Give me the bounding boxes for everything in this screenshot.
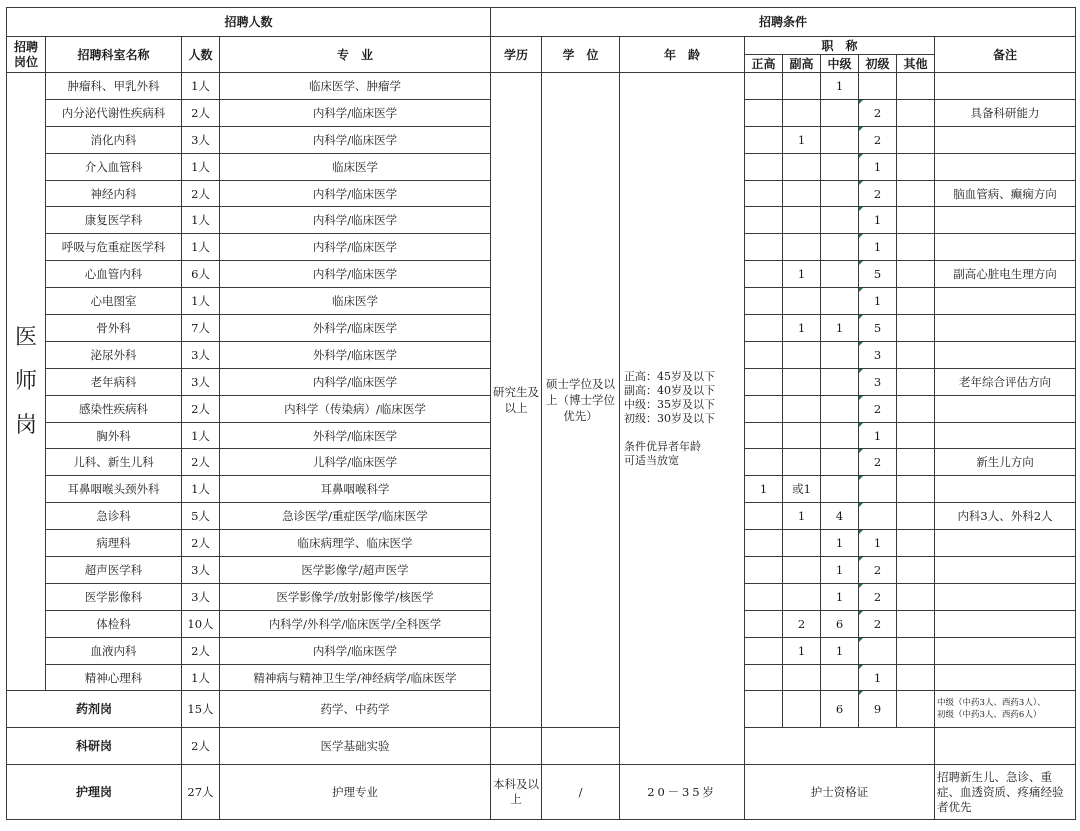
major-cell: 内科学/临床医学 <box>220 99 491 126</box>
major-cell: 急诊医学/重症医学/临床医学 <box>220 503 491 530</box>
remark-cell <box>935 664 1076 691</box>
header-age: 年 龄 <box>620 37 745 73</box>
title-zg-cell <box>745 126 783 153</box>
title-zg-cell <box>745 207 783 234</box>
num-cell: 10人 <box>182 610 220 637</box>
title-qt-cell <box>897 476 935 503</box>
age-line: 副高：40岁及以下 <box>624 383 716 397</box>
title-cj-cell <box>859 637 897 664</box>
title-zj-cell: 4 <box>821 503 859 530</box>
title-fg-cell: 2 <box>783 610 821 637</box>
title-fg-cell <box>783 73 821 100</box>
title-fg-cell <box>783 288 821 315</box>
title-qt-cell <box>897 557 935 584</box>
title-cj-cell: 2 <box>859 449 897 476</box>
num-cell: 1人 <box>182 234 220 261</box>
title-cj-cell: 2 <box>859 126 897 153</box>
title-zg-cell <box>745 153 783 180</box>
num-cell: 2人 <box>182 637 220 664</box>
major-cell: 医学影像学/超声医学 <box>220 557 491 584</box>
header-title-chuji: 初级 <box>859 55 897 73</box>
remark-research <box>935 728 1076 765</box>
remark-cell <box>935 395 1076 422</box>
title-fg-cell <box>783 99 821 126</box>
dept-cell: 病理科 <box>46 530 182 557</box>
title-zg-cell <box>745 341 783 368</box>
title-qt-cell <box>897 126 935 153</box>
title-fg-cell: 1 <box>783 261 821 288</box>
header-dept: 招聘科室名称 <box>46 37 182 73</box>
title-cj-cell: 2 <box>859 395 897 422</box>
major-cell: 内科学/临床医学 <box>220 207 491 234</box>
major-cell: 临床医学 <box>220 153 491 180</box>
title-zj-cell: 6 <box>821 691 859 728</box>
title-zg-cell <box>745 637 783 664</box>
dept-cell: 体检科 <box>46 610 182 637</box>
num-cell: 2人 <box>182 395 220 422</box>
remark-pharmacy <box>935 691 1076 728</box>
remark-cell: 老年综合评估方向 <box>935 368 1076 395</box>
header-title-zhongji: 中级 <box>821 55 859 73</box>
remark-cell <box>935 126 1076 153</box>
num-cell: 6人 <box>182 261 220 288</box>
title-cj-cell: 9 <box>859 691 897 728</box>
title-fg-cell <box>783 207 821 234</box>
position-doctor: 医师岗 <box>7 73 46 691</box>
num-cell: 2人 <box>182 99 220 126</box>
dept-cell: 泌尿外科 <box>46 341 182 368</box>
remark-cell <box>935 557 1076 584</box>
remark-cell <box>935 73 1076 100</box>
age-line <box>624 426 742 440</box>
title-zj-cell: 1 <box>821 530 859 557</box>
dept-cell: 血液内科 <box>46 637 182 664</box>
remark-cell: 新生儿方向 <box>935 449 1076 476</box>
dept-cell: 康复医学科 <box>46 207 182 234</box>
age-line: 正高：45岁及以下 <box>624 369 716 383</box>
remark-cell <box>935 288 1076 315</box>
header-title-zhenggao: 正高 <box>745 55 783 73</box>
dept-cell: 呼吸与危重症医学科 <box>46 234 182 261</box>
position-pharmacy: 药剂岗 <box>7 691 182 728</box>
num-cell: 3人 <box>182 583 220 610</box>
title-qt-cell <box>897 637 935 664</box>
title-qt-cell <box>897 449 935 476</box>
title-cj-cell <box>859 503 897 530</box>
title-fg-cell <box>783 422 821 449</box>
remark-cell <box>935 341 1076 368</box>
major-cell: 精神病与精神卫生学/神经病学/临床医学 <box>220 664 491 691</box>
title-cj-cell: 1 <box>859 422 897 449</box>
title-cj-cell <box>859 476 897 503</box>
major-cell: 内科学/临床医学 <box>220 126 491 153</box>
title-fg-cell <box>783 664 821 691</box>
title-cj-cell: 5 <box>859 315 897 342</box>
dept-cell: 急诊科 <box>46 503 182 530</box>
title-qt-cell <box>897 73 935 100</box>
title-zg-cell <box>745 368 783 395</box>
title-fg-cell <box>783 691 821 728</box>
header-num: 人数 <box>182 37 220 73</box>
dept-cell: 消化内科 <box>46 126 182 153</box>
title-qt-cell <box>897 180 935 207</box>
title-cj-cell: 3 <box>859 368 897 395</box>
title-qt-cell <box>897 691 935 728</box>
title-qt-cell <box>897 261 935 288</box>
num-cell: 2人 <box>182 180 220 207</box>
age-nursing: 20－35岁 <box>620 765 745 820</box>
num-cell: 5人 <box>182 503 220 530</box>
num-cell: 1人 <box>182 664 220 691</box>
remark-cell <box>935 234 1076 261</box>
title-zj-cell: 6 <box>821 610 859 637</box>
title-fg-cell <box>783 341 821 368</box>
title-qt-cell <box>897 99 935 126</box>
title-cj-cell: 2 <box>859 557 897 584</box>
age-line: 条件优异者年龄 <box>624 439 702 453</box>
remark-nursing: 招聘新生儿、急诊、重症、血透资质、疼痛经验者优先 <box>935 765 1076 820</box>
title-cj-cell: 1 <box>859 664 897 691</box>
remark-cell <box>935 207 1076 234</box>
major-cell: 医学基础实验 <box>220 728 491 765</box>
dept-cell: 医学影像科 <box>46 583 182 610</box>
title-cj-cell: 3 <box>859 341 897 368</box>
title-cj-cell: 5 <box>859 261 897 288</box>
dept-cell: 心血管内科 <box>46 261 182 288</box>
title-zj-cell <box>821 476 859 503</box>
title-zg-cell <box>745 395 783 422</box>
title-zj-cell: 1 <box>821 557 859 584</box>
title-zj-cell <box>821 422 859 449</box>
title-zg-cell <box>745 288 783 315</box>
major-cell: 医学影像学/放射影像学/核医学 <box>220 583 491 610</box>
title-cj-cell: 2 <box>859 99 897 126</box>
title-nursing: 护士资格证 <box>745 765 935 820</box>
header-recruit-count: 招聘人数 <box>7 8 491 37</box>
title-zj-cell: 1 <box>821 73 859 100</box>
dept-cell: 超声医学科 <box>46 557 182 584</box>
dept-cell: 耳鼻咽喉头颈外科 <box>46 476 182 503</box>
title-qt-cell <box>897 583 935 610</box>
title-fg-cell <box>783 234 821 261</box>
title-zj-cell <box>821 341 859 368</box>
dept-cell: 神经内科 <box>46 180 182 207</box>
title-zg-cell: 1 <box>745 476 783 503</box>
title-qt-cell <box>897 341 935 368</box>
title-qt-cell <box>897 422 935 449</box>
table-row <box>7 73 1076 100</box>
title-zj-cell: 1 <box>821 315 859 342</box>
remark-cell: 脑血管病、癫痫方向 <box>935 180 1076 207</box>
age-line: 可适当放宽 <box>624 453 680 467</box>
num-cell: 1人 <box>182 288 220 315</box>
title-fg-cell: 1 <box>783 315 821 342</box>
num-cell: 3人 <box>182 341 220 368</box>
title-zj-cell <box>821 664 859 691</box>
num-cell: 7人 <box>182 315 220 342</box>
title-zj-cell: 1 <box>821 637 859 664</box>
dept-cell: 骨外科 <box>46 315 182 342</box>
remark-cell <box>935 153 1076 180</box>
title-fg-cell <box>783 153 821 180</box>
dept-cell: 老年病科 <box>46 368 182 395</box>
title-cj-cell: 1 <box>859 530 897 557</box>
remark-cell <box>935 530 1076 557</box>
title-cj-cell: 1 <box>859 288 897 315</box>
major-cell: 外科学/临床医学 <box>220 341 491 368</box>
remark-line: 初级（中药3人、西药6人） <box>937 710 1042 721</box>
major-cell: 内科学（传染病）/临床医学 <box>220 395 491 422</box>
title-zg-cell <box>745 99 783 126</box>
title-zg-cell <box>745 610 783 637</box>
title-zg-cell <box>745 73 783 100</box>
remark-cell <box>935 610 1076 637</box>
education-nursing: 本科及以上 <box>491 765 542 820</box>
major-cell: 耳鼻咽喉科学 <box>220 476 491 503</box>
title-qt-cell <box>897 610 935 637</box>
title-zg-cell <box>745 180 783 207</box>
num-cell: 2人 <box>182 728 220 765</box>
header-recruit-conditions: 招聘条件 <box>491 8 1076 37</box>
dept-cell: 内分泌代谢性疾病科 <box>46 99 182 126</box>
num-cell: 1人 <box>182 73 220 100</box>
title-cj-cell: 1 <box>859 234 897 261</box>
title-zj-cell <box>821 153 859 180</box>
major-cell: 临床医学、肿瘤学 <box>220 73 491 100</box>
title-qt-cell <box>897 234 935 261</box>
remark-cell <box>935 422 1076 449</box>
title-cj-cell: 1 <box>859 153 897 180</box>
major-cell: 内科学/外科学/临床医学/全科医学 <box>220 610 491 637</box>
dept-cell: 介入血管科 <box>46 153 182 180</box>
major-cell: 护理专业 <box>220 765 491 820</box>
num-cell: 3人 <box>182 368 220 395</box>
major-cell: 内科学/临床医学 <box>220 180 491 207</box>
education-doctor: 研究生及以上 <box>491 73 542 728</box>
major-cell: 临床病理学、临床医学 <box>220 530 491 557</box>
title-qt-cell <box>897 288 935 315</box>
num-cell: 27人 <box>182 765 220 820</box>
remark-cell <box>935 315 1076 342</box>
dept-cell: 心电图室 <box>46 288 182 315</box>
remark-cell <box>935 583 1076 610</box>
title-research <box>745 728 935 765</box>
major-cell: 外科学/临床医学 <box>220 315 491 342</box>
table-row <box>7 765 1076 820</box>
num-cell: 3人 <box>182 557 220 584</box>
major-cell: 内科学/临床医学 <box>220 234 491 261</box>
dept-cell: 精神心理科 <box>46 664 182 691</box>
title-zj-cell <box>821 261 859 288</box>
major-cell: 药学、中药学 <box>220 691 491 728</box>
title-zg-cell <box>745 664 783 691</box>
title-fg-cell <box>783 449 821 476</box>
title-fg-cell <box>783 530 821 557</box>
major-cell: 内科学/临床医学 <box>220 637 491 664</box>
title-qt-cell <box>897 153 935 180</box>
title-zj-cell <box>821 368 859 395</box>
title-zj-cell: 1 <box>821 583 859 610</box>
title-zg-cell <box>745 691 783 728</box>
title-cj-cell: 1 <box>859 207 897 234</box>
table-row <box>7 728 1076 765</box>
num-cell: 15人 <box>182 691 220 728</box>
age-line: 初级：30岁及以下 <box>624 411 716 425</box>
title-zj-cell <box>821 126 859 153</box>
title-zj-cell <box>821 99 859 126</box>
title-zj-cell <box>821 449 859 476</box>
title-qt-cell <box>897 503 935 530</box>
title-fg-cell <box>783 557 821 584</box>
remark-cell <box>935 476 1076 503</box>
title-fg-cell: 1 <box>783 503 821 530</box>
remark-cell: 具备科研能力 <box>935 99 1076 126</box>
remark-cell: 内科3人、外科2人 <box>935 503 1076 530</box>
major-cell: 儿科学/临床医学 <box>220 449 491 476</box>
header-title: 职 称 <box>745 37 935 55</box>
title-fg-cell <box>783 395 821 422</box>
title-zj-cell <box>821 207 859 234</box>
title-zj-cell <box>821 234 859 261</box>
num-cell: 1人 <box>182 476 220 503</box>
title-qt-cell <box>897 664 935 691</box>
title-cj-cell <box>859 73 897 100</box>
num-cell: 1人 <box>182 207 220 234</box>
title-zg-cell <box>745 449 783 476</box>
remark-line: 中级（中药3人、西药3人）、 <box>937 698 1046 709</box>
age-line: 中级：35岁及以下 <box>624 397 716 411</box>
dept-cell: 儿科、新生儿科 <box>46 449 182 476</box>
title-fg-cell <box>783 180 821 207</box>
title-qt-cell <box>897 315 935 342</box>
title-fg-cell <box>783 583 821 610</box>
major-cell: 内科学/临床医学 <box>220 368 491 395</box>
header-remark: 备注 <box>935 37 1076 73</box>
title-cj-cell: 2 <box>859 610 897 637</box>
major-cell: 临床医学 <box>220 288 491 315</box>
title-zg-cell <box>745 234 783 261</box>
title-zg-cell <box>745 422 783 449</box>
position-nursing: 护理岗 <box>7 765 182 820</box>
header-edu: 学历 <box>491 37 542 73</box>
title-qt-cell <box>897 530 935 557</box>
recruitment-table <box>6 7 1076 820</box>
header-title-qita: 其他 <box>897 55 935 73</box>
header-title-fugao: 副高 <box>783 55 821 73</box>
title-zg-cell <box>745 557 783 584</box>
title-zg-cell <box>745 583 783 610</box>
num-cell: 1人 <box>182 153 220 180</box>
title-zj-cell <box>821 395 859 422</box>
num-cell: 1人 <box>182 422 220 449</box>
header-position: 招聘岗位 <box>7 37 46 73</box>
header-major: 专 业 <box>220 37 491 73</box>
title-fg-cell: 1 <box>783 126 821 153</box>
dept-cell: 肿瘤科、甲乳外科 <box>46 73 182 100</box>
title-cj-cell: 2 <box>859 583 897 610</box>
dept-cell: 感染性疾病科 <box>46 395 182 422</box>
age-doctor <box>620 73 745 765</box>
remark-cell: 副高心脏电生理方向 <box>935 261 1076 288</box>
title-zg-cell <box>745 503 783 530</box>
num-cell: 3人 <box>182 126 220 153</box>
title-cj-cell: 2 <box>859 180 897 207</box>
title-qt-cell <box>897 207 935 234</box>
title-zg-cell <box>745 530 783 557</box>
degree-nursing: / <box>542 765 620 820</box>
position-research: 科研岗 <box>7 728 182 765</box>
dept-cell: 胸外科 <box>46 422 182 449</box>
major-cell: 内科学/临床医学 <box>220 261 491 288</box>
title-zg-cell <box>745 315 783 342</box>
title-qt-cell <box>897 395 935 422</box>
remark-cell <box>935 637 1076 664</box>
title-qt-cell <box>897 368 935 395</box>
header-degree: 学 位 <box>542 37 620 73</box>
title-fg-cell <box>783 368 821 395</box>
title-zg-cell <box>745 261 783 288</box>
num-cell: 2人 <box>182 449 220 476</box>
title-zj-cell <box>821 180 859 207</box>
title-zj-cell <box>821 288 859 315</box>
num-cell: 2人 <box>182 530 220 557</box>
education-research <box>491 728 542 765</box>
degree-doctor: 硕士学位及以上（博士学位优先） <box>542 73 620 728</box>
title-fg-cell: 或1 <box>783 476 821 503</box>
major-cell: 外科学/临床医学 <box>220 422 491 449</box>
title-fg-cell: 1 <box>783 637 821 664</box>
degree-research <box>542 728 620 765</box>
